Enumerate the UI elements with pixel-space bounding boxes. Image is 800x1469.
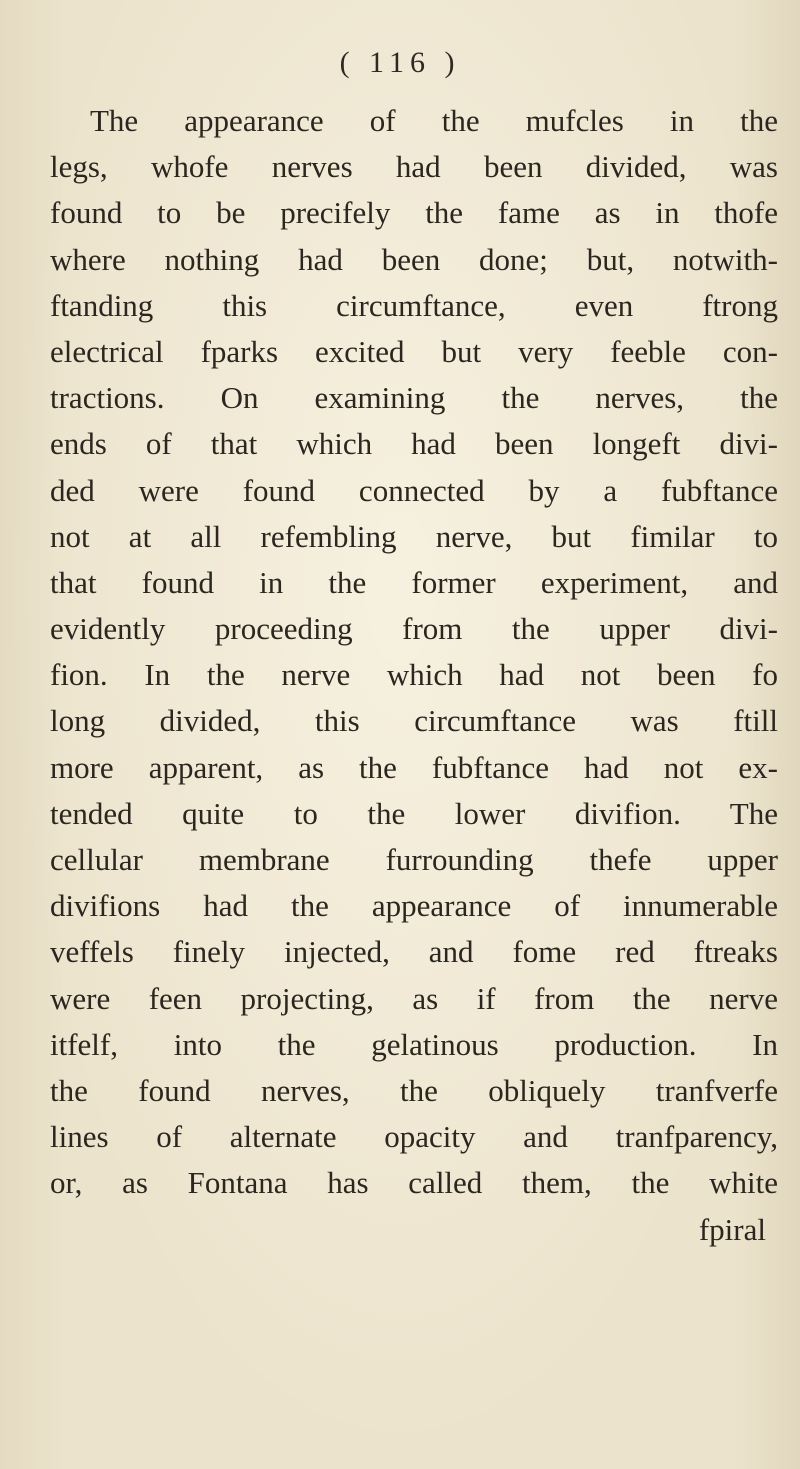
- text-line: that found in the former experiment, and: [50, 564, 778, 600]
- text-line: not at all refembling nerve, but fimilar to: [50, 518, 778, 554]
- text-line: The appearance of the mufcles in the: [90, 103, 778, 138]
- text-line: ends of that which had been longeft divi-: [50, 426, 778, 462]
- text-line: the found nerves, the obliquely tranfverfe: [50, 1072, 778, 1108]
- text-line: fion. In the nerve which had not been fo: [50, 657, 778, 693]
- catchword: fpiral: [698, 1211, 766, 1247]
- text-line: where nothing had been done; but, notwith-: [50, 241, 778, 277]
- text-line: legs, whofe nerves had been divided, was: [50, 149, 778, 185]
- text-line: were feen projecting, as if from the nerve: [50, 980, 778, 1016]
- body-paragraph: [50, 98, 778, 1253]
- text-line: long divided, this circumftance was ftill: [50, 703, 778, 739]
- text-line: cellular membrane furrounding thefe upper: [50, 842, 778, 877]
- text-line: tended quite to the lower divifion. The: [50, 795, 778, 831]
- text-line: divifions had the appearance of innumerable: [50, 888, 778, 924]
- text-line: ded were found connected by a fubftance: [50, 472, 778, 508]
- text-line: veffels finely injected, and fome red ftreaks: [50, 934, 778, 970]
- page-number: ( 116 ): [339, 46, 461, 79]
- text-line: found to be precifely the fame as in thofe: [50, 195, 778, 231]
- text-line: tractions. On examining the nerves, the: [50, 380, 778, 416]
- text-line: or, as Fontana has called them, the white: [50, 1165, 778, 1201]
- text-line: more apparent, as the fubftance had not ex-: [50, 749, 778, 785]
- text-line: evidently proceeding from the upper divi-: [50, 611, 778, 647]
- text-line: itfelf, into the gelatinous production. In: [50, 1026, 778, 1062]
- text-line: lines of alternate opacity and tranfparency,: [50, 1119, 778, 1155]
- text-line: electrical fparks excited but very feeble con-: [50, 333, 778, 369]
- text-line: ftanding this circumftance, even ftrong: [50, 287, 778, 323]
